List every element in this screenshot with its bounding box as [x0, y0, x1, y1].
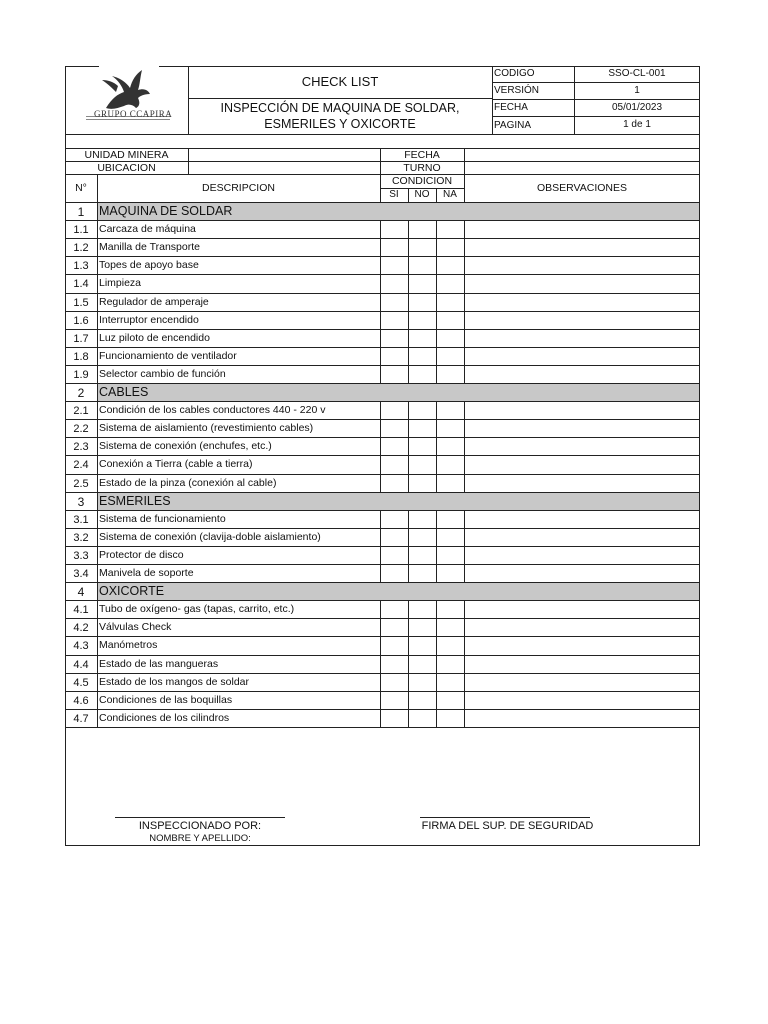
item-description: Condición de los cables conductores 440 - 220 v	[99, 404, 326, 416]
inspected-by-label: INSPECCIONADO POR:	[138, 820, 262, 832]
item-number: 1.9	[73, 369, 89, 381]
checkbox-si[interactable]	[381, 402, 408, 419]
item-description: Protector de disco	[99, 549, 184, 561]
checkbox-si[interactable]	[381, 547, 408, 564]
item-description: Manilla de Transporte	[99, 241, 200, 253]
item-number: 2.5	[73, 478, 89, 490]
col-header-descripcion: DESCRIPCION	[202, 182, 275, 194]
col-header-si: SI	[389, 189, 399, 200]
checkbox-no[interactable]	[409, 710, 436, 727]
observation-field[interactable]	[465, 312, 699, 329]
checkbox-no[interactable]	[409, 565, 436, 582]
meta-value-version: 1	[634, 85, 640, 96]
turno-field[interactable]	[465, 162, 699, 174]
ubicacion-field[interactable]	[189, 162, 379, 174]
observation-field[interactable]	[465, 619, 699, 636]
meta-label-codigo: CODIGO	[494, 68, 535, 79]
checkbox-si[interactable]	[381, 438, 408, 455]
checkbox-si[interactable]	[381, 348, 408, 365]
meta-value-pagina: 1 de 1	[623, 119, 651, 130]
checkbox-si[interactable]	[381, 294, 408, 311]
observation-field[interactable]	[465, 402, 699, 419]
checkbox-no[interactable]	[409, 637, 436, 655]
item-description: Manivela de soporte	[99, 567, 194, 579]
observation-field[interactable]	[465, 637, 699, 655]
item-number: 4.7	[73, 713, 89, 725]
meta-value-codigo: SSO-CL-001	[608, 68, 666, 79]
page-title: CHECK LIST	[301, 74, 379, 89]
checkbox-no[interactable]	[409, 330, 436, 347]
observation-field[interactable]	[465, 239, 699, 256]
col-header-no: NO	[414, 189, 430, 200]
checkbox-no[interactable]	[409, 619, 436, 636]
inspector-signature-line[interactable]	[115, 800, 285, 817]
checkbox-no[interactable]	[409, 221, 436, 238]
item-description: Sistema de conexión (enchufes, etc.)	[99, 440, 272, 452]
item-number: 2.1	[73, 405, 89, 417]
eagle-logo-icon	[78, 68, 178, 132]
checkbox-na[interactable]	[437, 619, 464, 636]
section-title: CABLES	[99, 385, 149, 399]
observation-field[interactable]	[465, 601, 699, 618]
item-number: 2.2	[73, 423, 89, 435]
checkbox-na[interactable]	[437, 601, 464, 618]
checkbox-si[interactable]	[381, 674, 408, 691]
checkbox-no[interactable]	[409, 402, 436, 419]
item-number: 2.3	[73, 441, 89, 453]
item-description: Condiciones de las boquillas	[99, 694, 233, 706]
col-header-num: N°	[75, 182, 87, 194]
checkbox-no[interactable]	[409, 257, 436, 274]
item-description: Sistema de conexión (clavija-doble aislamiento)	[99, 531, 321, 543]
ubicacion-label: UBICACION	[97, 162, 156, 174]
col-header-condicion: CONDICION	[391, 175, 453, 187]
checkbox-si[interactable]	[381, 565, 408, 582]
item-description: Condiciones de los cilindros	[99, 712, 230, 724]
checkbox-si[interactable]	[381, 420, 408, 437]
checkbox-si[interactable]	[381, 221, 408, 238]
item-description: Funcionamiento de ventilador	[99, 350, 237, 362]
checkbox-no[interactable]	[409, 275, 436, 293]
item-description: Carcaza de máquina	[99, 223, 196, 235]
item-number: 4.1	[73, 604, 89, 616]
item-number: 1.2	[73, 242, 89, 254]
checkbox-na[interactable]	[437, 637, 464, 655]
name-label: NOMBRE Y APELLIDO:	[149, 833, 251, 844]
checkbox-no[interactable]	[409, 348, 436, 365]
checkbox-na[interactable]	[437, 402, 464, 419]
item-description: Conexión a Tierra (cable a tierra)	[99, 458, 253, 470]
observation-field[interactable]	[465, 565, 699, 582]
observation-field[interactable]	[465, 348, 699, 365]
observation-field[interactable]	[465, 275, 699, 293]
item-number: 3.2	[73, 532, 89, 544]
checkbox-no[interactable]	[409, 420, 436, 437]
item-description: Tubo de oxígeno- gas (tapas, carrito, etc.)	[99, 603, 295, 615]
checkbox-na[interactable]	[437, 257, 464, 274]
checkbox-si[interactable]	[381, 275, 408, 293]
item-number: 4.6	[73, 695, 89, 707]
item-number: 1.5	[73, 297, 89, 309]
checkbox-na[interactable]	[437, 656, 464, 673]
observation-field[interactable]	[465, 656, 699, 673]
checkbox-si[interactable]	[381, 619, 408, 636]
col-header-na: NA	[443, 189, 457, 200]
unidad-minera-field[interactable]	[189, 149, 379, 161]
observation-field[interactable]	[465, 475, 699, 492]
turno-label: TURNO	[403, 162, 441, 174]
checkbox-na[interactable]	[437, 674, 464, 691]
checkbox-na[interactable]	[437, 239, 464, 256]
item-number: 3.1	[73, 514, 89, 526]
item-number: 4.4	[73, 659, 89, 671]
checkbox-no[interactable]	[409, 438, 436, 455]
observation-field[interactable]	[465, 257, 699, 274]
item-description: Luz piloto de encendido	[99, 332, 210, 344]
checkbox-si[interactable]	[381, 366, 408, 383]
checkbox-na[interactable]	[437, 456, 464, 474]
item-description: Topes de apoyo base	[99, 259, 199, 271]
checkbox-si[interactable]	[381, 239, 408, 256]
checkbox-no[interactable]	[409, 456, 436, 474]
checkbox-na[interactable]	[437, 565, 464, 582]
checkbox-na[interactable]	[437, 420, 464, 437]
checkbox-si[interactable]	[381, 475, 408, 492]
checkbox-si[interactable]	[381, 511, 408, 528]
checkbox-si[interactable]	[381, 312, 408, 329]
item-number: 1.4	[73, 278, 89, 290]
meta-label-version: VERSIÓN	[494, 85, 540, 96]
observation-field[interactable]	[465, 330, 699, 347]
checkbox-na[interactable]	[437, 330, 464, 347]
item-description: Estado de los mangos de soldar	[99, 676, 250, 688]
observation-field[interactable]	[465, 529, 699, 546]
checkbox-si[interactable]	[381, 637, 408, 655]
checkbox-si[interactable]	[381, 330, 408, 347]
form-subtitle-line1: INSPECCIÓN DE MAQUINA DE SOLDAR,	[220, 101, 460, 115]
item-number: 4.5	[73, 677, 89, 689]
checkbox-na[interactable]	[437, 366, 464, 383]
section-number: 3	[77, 495, 85, 509]
meta-label-fecha: FECHA	[494, 102, 528, 113]
item-description: Selector cambio de función	[99, 368, 226, 380]
unidad-minera-label: UNIDAD MINERA	[84, 149, 169, 161]
item-number: 2.4	[73, 459, 89, 471]
checkbox-na[interactable]	[437, 438, 464, 455]
checkbox-no[interactable]	[409, 601, 436, 618]
company-logo	[78, 68, 178, 132]
checkbox-si[interactable]	[381, 692, 408, 709]
checkbox-no[interactable]	[409, 547, 436, 564]
meta-label-pagina: PAGINA	[494, 120, 532, 131]
item-description: Limpieza	[99, 277, 142, 289]
checkbox-no[interactable]	[409, 674, 436, 691]
item-number: 3.3	[73, 550, 89, 562]
checkbox-no[interactable]	[409, 366, 436, 383]
item-number: 1.1	[73, 224, 89, 236]
checkbox-no[interactable]	[409, 529, 436, 546]
checkbox-si[interactable]	[381, 656, 408, 673]
checkbox-na[interactable]	[437, 529, 464, 546]
checkbox-na[interactable]	[437, 221, 464, 238]
meta-value-fecha: 05/01/2023	[611, 102, 663, 113]
checkbox-no[interactable]	[409, 475, 436, 492]
checkbox-na[interactable]	[437, 547, 464, 564]
observation-field[interactable]	[465, 674, 699, 691]
observation-field[interactable]	[465, 547, 699, 564]
item-description: Interruptor encendido	[99, 314, 199, 326]
item-description: Estado de la pinza (conexión al cable)	[99, 477, 277, 489]
observation-field[interactable]	[465, 221, 699, 238]
item-number: 1.6	[73, 315, 89, 327]
item-number: 3.4	[73, 568, 89, 580]
checkbox-si[interactable]	[381, 456, 408, 474]
observation-field[interactable]	[465, 294, 699, 311]
section-band	[97, 583, 699, 600]
item-description: Regulador de amperaje	[99, 296, 209, 308]
checkbox-no[interactable]	[409, 239, 436, 256]
section-title: MAQUINA DE SOLDAR	[99, 204, 233, 218]
section-band	[97, 384, 699, 401]
checkbox-na[interactable]	[437, 475, 464, 492]
checkbox-no[interactable]	[409, 656, 436, 673]
checkbox-no[interactable]	[409, 692, 436, 709]
supervisor-signature-line[interactable]	[420, 800, 590, 817]
checkbox-si[interactable]	[381, 710, 408, 727]
observation-field[interactable]	[465, 438, 699, 455]
item-number: 1.3	[73, 260, 89, 272]
supervisor-signature-label: FIRMA DEL SUP. DE SEGURIDAD	[421, 820, 594, 832]
section-title: OXICORTE	[99, 584, 165, 598]
observation-field[interactable]	[465, 710, 699, 727]
checkbox-no[interactable]	[409, 312, 436, 329]
checkbox-na[interactable]	[437, 312, 464, 329]
section-number: 2	[77, 386, 85, 400]
item-number: 1.7	[73, 333, 89, 345]
item-number: 1.8	[73, 351, 89, 363]
checkbox-no[interactable]	[409, 294, 436, 311]
checkbox-si[interactable]	[381, 601, 408, 618]
checkbox-na[interactable]	[437, 692, 464, 709]
observation-field[interactable]	[465, 511, 699, 528]
checkbox-na[interactable]	[437, 348, 464, 365]
item-number: 4.3	[73, 640, 89, 652]
form-subtitle-line2: ESMERILES Y OXICORTE	[264, 117, 416, 131]
item-description: Válvulas Check	[99, 621, 172, 633]
section-band	[97, 493, 699, 510]
col-header-observaciones: OBSERVACIONES	[536, 182, 628, 194]
observation-field[interactable]	[465, 692, 699, 709]
checkbox-na[interactable]	[437, 710, 464, 727]
observation-field[interactable]	[465, 366, 699, 383]
observation-field[interactable]	[465, 420, 699, 437]
item-description: Sistema de funcionamiento	[99, 513, 226, 525]
item-description: Manómetros	[99, 639, 158, 651]
checkbox-na[interactable]	[437, 294, 464, 311]
checkbox-na[interactable]	[437, 511, 464, 528]
item-description: Sistema de aislamiento (revestimiento cables)	[99, 422, 314, 434]
checkbox-si[interactable]	[381, 257, 408, 274]
observation-field[interactable]	[465, 456, 699, 474]
checkbox-si[interactable]	[381, 529, 408, 546]
fecha-field[interactable]	[465, 149, 699, 161]
item-number: 4.2	[73, 622, 89, 634]
fecha-label: FECHA	[404, 149, 440, 161]
item-description: Estado de las mangueras	[99, 658, 219, 670]
section-number: 1	[77, 205, 85, 219]
company-name: GRUPO CCAPIRA	[94, 109, 173, 119]
section-title: ESMERILES	[99, 494, 171, 508]
checkbox-na[interactable]	[437, 275, 464, 293]
checkbox-no[interactable]	[409, 511, 436, 528]
section-number: 4	[77, 585, 85, 599]
